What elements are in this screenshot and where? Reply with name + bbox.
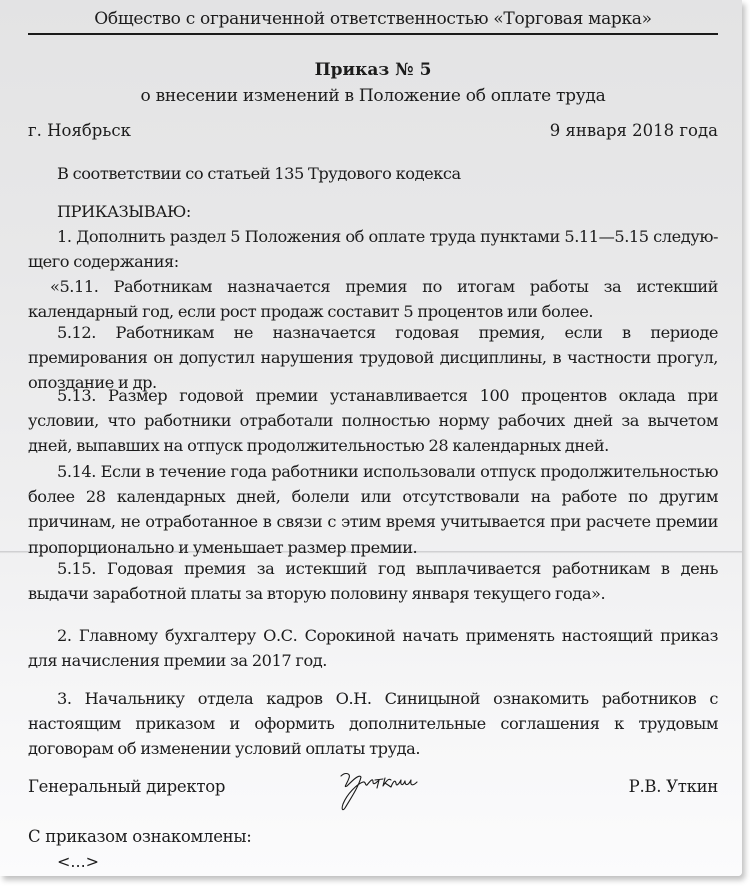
item-5-11-text: «5.11. Работникам назначается премия по итогам работы за истекший календарный год, если рост продаж составит 5 процентов или более.: [28, 277, 718, 322]
order-word: ПРИКАЗЫВАЮ:: [57, 202, 191, 221]
handwritten-signature: [333, 768, 423, 812]
city: г. Ноябрьск: [28, 121, 131, 140]
item-3-text: 3. Начальнику отдела кадров О.Н. Синицыной ознакомить работников с настоящим приказом и оформить дополнительные соглашения к трудовым договорам об изменении условий оплаты труда.: [28, 689, 718, 759]
signatory-position: Генеральный директор: [28, 777, 226, 796]
item-1: [28, 224, 718, 274]
basis-text: В соответствии со статьей 135 Трудового кодекса: [57, 164, 461, 183]
order-date: 9 января 2018 года: [549, 121, 718, 140]
item-1-text: 1. Дополнить раздел 5 Положения об оплате труда пунктами 5.11—5.15 следую-щего содержания:: [28, 227, 718, 272]
basis-paragraph: [28, 161, 718, 186]
order-title: Приказ № 5: [314, 60, 432, 80]
order-word-paragraph: [28, 199, 718, 224]
signatory-name: Р.В. Уткин: [628, 777, 718, 796]
item-5-15: [28, 556, 718, 606]
item-5-15-text: 5.15. Годовая премия за истекший год выплачивается работникам в день выдачи заработной платы за вторую половину января текущего года».: [28, 559, 718, 604]
item-5-11: [28, 274, 718, 324]
item-3: [28, 686, 718, 762]
acknowledgement-label: С приказом ознакомлены:: [28, 827, 252, 846]
item-2: [28, 623, 718, 673]
organization-name: Общество с ограниченной ответственностью «Торговая марка»: [94, 9, 652, 29]
item-5-14-text: 5.14. Если в течение года работники использовали отпуск продолжительностью более 28 календарных дней, болели или отсутствовали на работе по другим причинам, не отработанное в связи с этим время учитывается при расчете премии пропорционально и уменьшает размер премии.: [28, 462, 718, 557]
header-rule: [28, 33, 718, 35]
acknowledgement-placeholder: <...>: [57, 852, 100, 871]
item-2-text: 2. Главному бухгалтеру О.С. Сорокиной начать применять настоящий приказ для начисления премии за 2017 год.: [28, 626, 718, 671]
item-5-14: [28, 459, 718, 560]
order-subtitle: о внесении изменений в Положение об оплате труда: [140, 86, 606, 106]
item-5-12-text: 5.12. Работникам не назначается годовая премия, если в периоде премирования он допустил нарушения трудовой дисциплины, в частности прогул, опоздание и др.: [28, 323, 718, 393]
item-5-13-text: 5.13. Размер годовой премии устанавливается 100 процентов оклада при условии, что работники отработали полностью норму рабочих дней за вычетом дней, выпавших на отпуск продолжительностью 28 календарных дней.: [28, 386, 718, 456]
item-5-13: [28, 383, 718, 459]
